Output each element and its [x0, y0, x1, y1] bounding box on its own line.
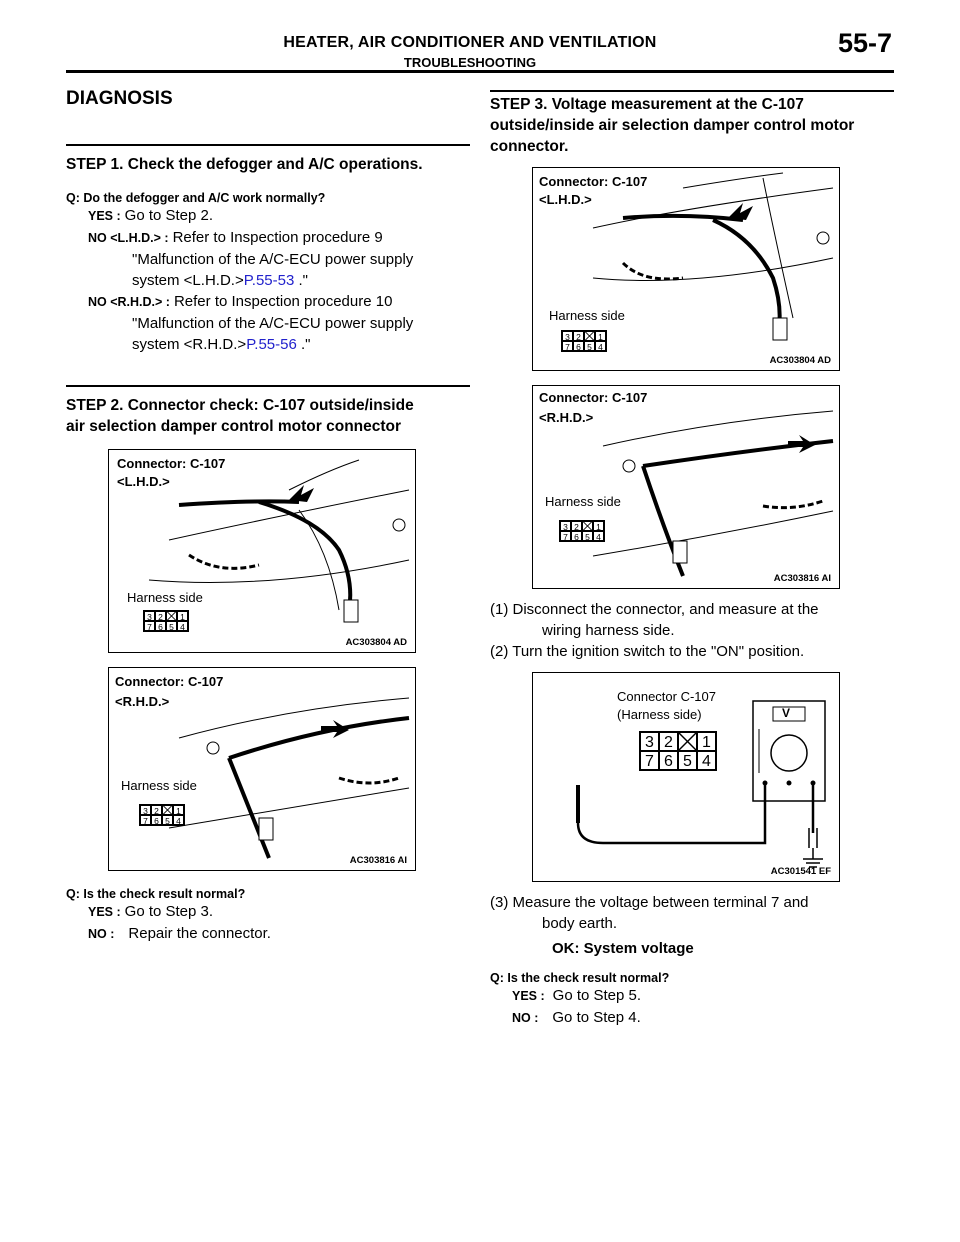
step1-no-rhd-line2: "Malfunction of the A/C-ECU power supply: [132, 315, 414, 332]
fig-rhd-side-label: <R.H.D.>: [115, 694, 170, 709]
fig-lhd-connector-label: Connector: C-107: [117, 456, 226, 471]
left-column: [66, 80, 470, 945]
figure-lhd-connector: [108, 449, 416, 653]
step3-question: Q: Is the check result normal?: [490, 971, 670, 985]
fig-rhd-connector-label: Connector: C-107: [115, 674, 224, 689]
section-title: HEATER, AIR CONDITIONER AND VENTILATION: [283, 34, 657, 51]
fig-meter-label-line2: (Harness side): [617, 707, 702, 722]
header-rule: [66, 70, 894, 73]
step1-question: Q: Do the defogger and A/C work normally?: [66, 191, 326, 205]
step1-no-lhd-line2: "Malfunction of the A/C-ECU power supply: [132, 251, 414, 268]
voltmeter-drawing: [533, 673, 839, 881]
step3-item2: (2) Turn the ignition switch to the "ON" position.: [490, 643, 805, 660]
step3-yes: YES : Go to Step 5.: [512, 987, 642, 1004]
fig-meter-symbol: V: [782, 706, 791, 720]
fig-rhd-code: AC303816 AI: [349, 855, 407, 866]
figure-rhd-connector: [108, 667, 416, 871]
fig-meter-pin-grid: 3 2 1 7 6 5 4: [639, 731, 717, 771]
step3-title-line3: connector.: [490, 138, 569, 155]
link-p55-53[interactable]: P.55-53: [243, 272, 295, 289]
step2-rule: [66, 385, 470, 387]
right-column: [490, 80, 894, 1029]
step2-question: Q: Is the check result normal?: [66, 887, 246, 901]
step2-title-line1: STEP 2. Connector check: C-107 outside/inside: [66, 397, 414, 414]
fig3-rhd-connector-label: Connector: C-107: [539, 390, 648, 405]
fig-rhd-harness-label: Harness side: [121, 778, 197, 793]
step1-no-lhd-line3: system <L.H.D.>P.55-53 .": [132, 272, 308, 289]
step3-no: NO : Go to Step 4.: [512, 1009, 641, 1026]
step1-rule: [66, 144, 470, 146]
step1-no-rhd: NO <R.H.D.> : Refer to Inspection procedure 10: [88, 293, 393, 310]
fig3-lhd-side-label: <L.H.D.>: [539, 192, 592, 207]
step1-no-rhd-line3: system <R.H.D.>P.55-56 .": [132, 336, 311, 353]
fig-lhd-pin-grid: 3 2 1 7 6 5 4: [143, 610, 189, 632]
step3-title-line1: STEP 3. Voltage measurement at the C-107: [490, 96, 804, 113]
step1-title: STEP 1. Check the defogger and A/C operations.: [66, 156, 423, 173]
page-number: 55-7: [837, 28, 892, 58]
fig3-lhd-pin-grid: 3 2 1 7 6 5 4: [561, 330, 607, 352]
step3-rule: [490, 90, 894, 92]
fig3-rhd-pin-grid: 3 2 1 7 6 5 4: [559, 520, 605, 542]
fig-meter-label-line1: Connector C-107: [617, 689, 716, 704]
fig-lhd-harness-label: Harness side: [127, 590, 203, 605]
link-p55-56[interactable]: P.55-56: [246, 336, 297, 353]
fig3-rhd-harness-label: Harness side: [545, 494, 621, 509]
step2-title-line2: air selection damper control motor connector: [66, 418, 402, 435]
fig3-lhd-connector-label: Connector: C-107: [539, 174, 648, 189]
diagnosis-title: DIAGNOSIS: [66, 88, 173, 109]
fig3-lhd-code: AC303804 AD: [769, 355, 831, 366]
figure-voltmeter: [532, 672, 840, 882]
fig3-rhd-side-label: <R.H.D.>: [539, 410, 594, 425]
fig3-lhd-harness-label: Harness side: [549, 308, 625, 323]
step2-no: NO : Repair the connector.: [88, 925, 271, 942]
fig-rhd-pin-grid: 3 2 1 7 6 5 4: [139, 804, 185, 826]
step1-yes: YES : Go to Step 2.: [88, 207, 214, 224]
step3-item1: (1) Disconnect the connector, and measure at the wiring harness side.: [490, 601, 819, 639]
step2-yes: YES : Go to Step 3.: [88, 903, 214, 920]
step1-no-lhd: NO <L.H.D.> : Refer to Inspection procedure 9: [88, 229, 383, 246]
section-subtitle: TROUBLESHOOTING: [403, 55, 537, 70]
fig-lhd-code: AC303804 AD: [345, 637, 407, 648]
step3-item3: (3) Measure the voltage between terminal 7 and body earth.: [490, 894, 809, 932]
figure-step3-rhd-connector: [532, 385, 840, 589]
fig-meter-code: AC301541 EF: [770, 866, 831, 877]
step3-ok: OK: System voltage: [552, 940, 694, 957]
fig3-rhd-code: AC303816 AI: [773, 573, 831, 584]
figure-step3-lhd-connector: [532, 167, 840, 371]
step3-title-line2: outside/inside air selection damper control motor: [490, 117, 855, 134]
fig-lhd-side-label: <L.H.D.>: [117, 474, 170, 489]
